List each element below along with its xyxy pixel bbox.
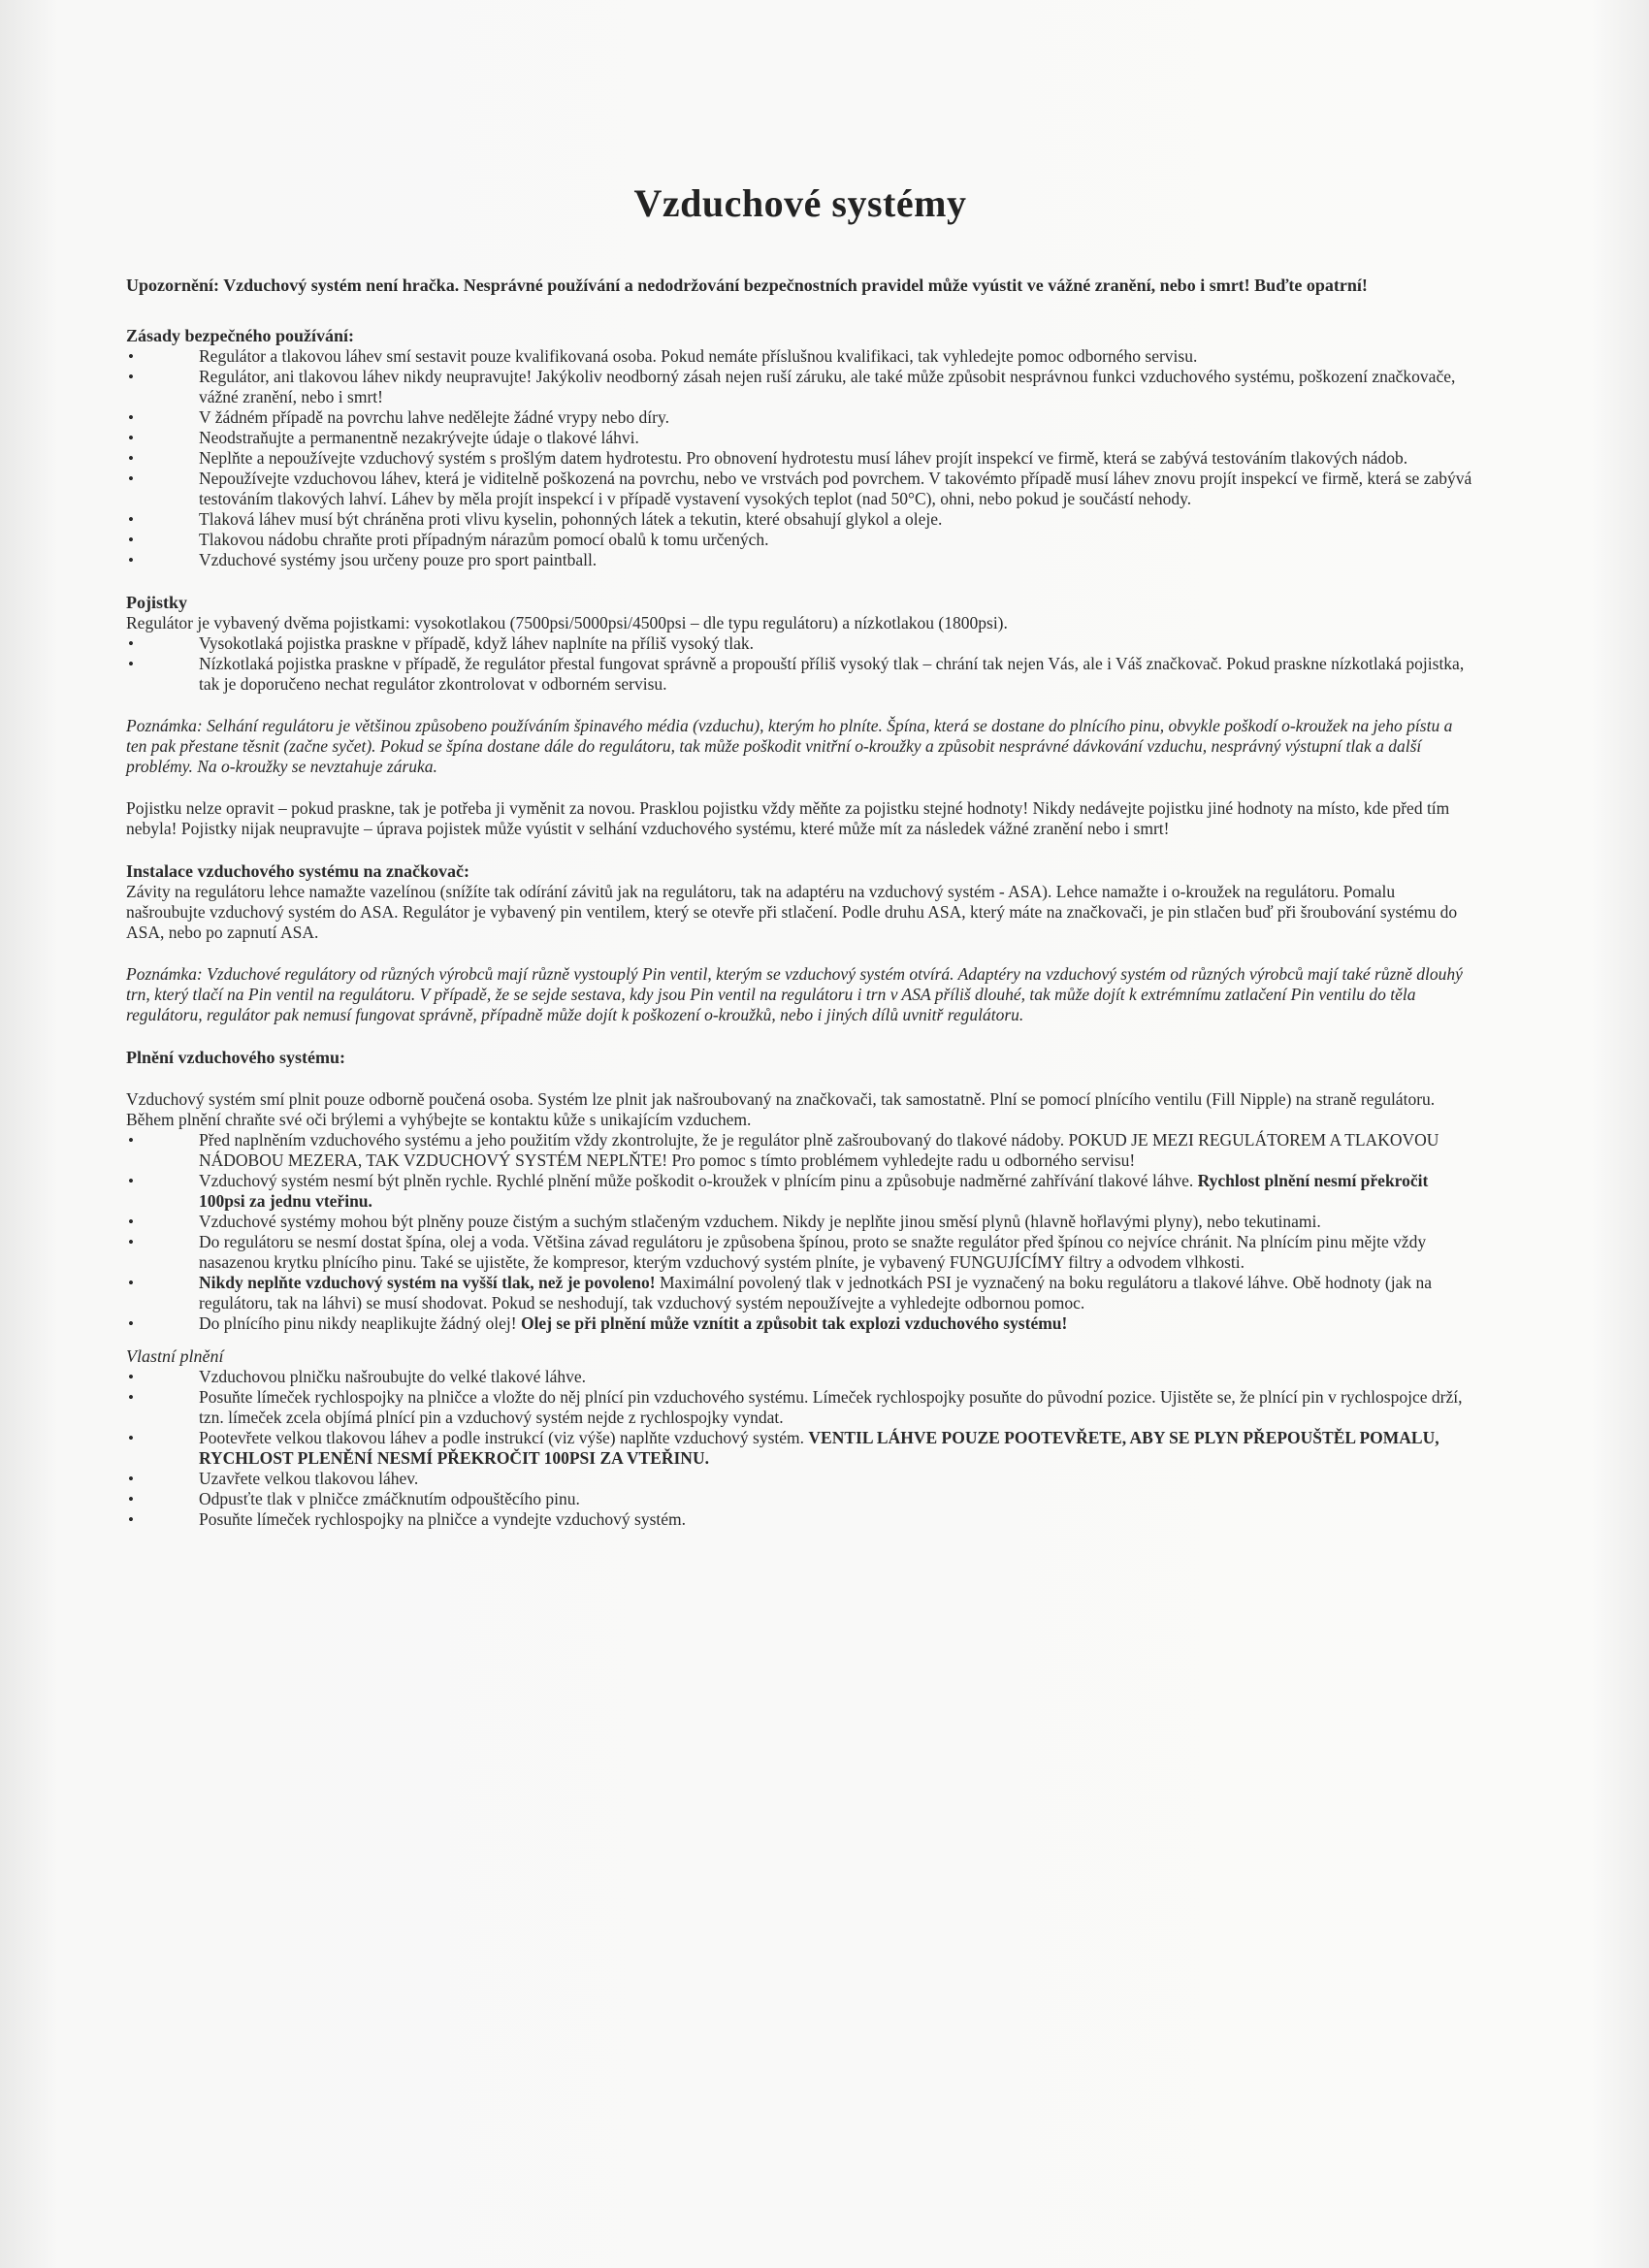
list-item-text: Pootevřete velkou tlakovou láhev a podle instrukcí (viz výše) naplňte vzduchový systém.	[199, 1428, 805, 1447]
filling-title: Plnění vzduchového systému:	[126, 1048, 346, 1067]
bullet-icon: •	[128, 510, 134, 529]
bullet-icon: •	[128, 470, 134, 488]
list-item-text: Do regulátoru se nesmí dostat špína, olej a voda. Většina závad regulátoru je způsobena špínou, proto se snažte regulátor před špínou co nejvíce chránit. Na plnícím pinu mějte vždy nasazenou krytku plnícího pinu. Také se ujistěte, že kompresor, kterým vzduchový systém plníte, je vybavený FUNGUJÍCÍMY filtry a odvodem vlhkosti.	[199, 1232, 1427, 1272]
list-item-bold: Rychlost plnění nesmí překročit 100psi za jednu vteřinu.	[199, 1171, 1429, 1211]
list-item	[126, 509, 1474, 530]
fuses-title: Pojistky	[126, 593, 187, 612]
list-item	[126, 1130, 1474, 1171]
safety-title: Zásady bezpečného používání:	[126, 326, 355, 345]
list-item-text: Do plnícího pinu nikdy neaplikujte žádný olej!	[199, 1313, 517, 1333]
list-item-text: V žádném případě na povrchu lahve nedělejte žádné vrypy nebo díry.	[199, 407, 669, 427]
list-item-text: Vzduchové systémy jsou určeny pouze pro sport paintball.	[199, 550, 598, 569]
list-item	[126, 428, 1474, 448]
list-item-bold: Olej se při plnění může vznítit a způsobit tak explozi vzduchového systému!	[520, 1313, 1068, 1333]
list-item-text: Vzduchovou plničku našroubujte do velké tlakové láhve.	[199, 1367, 586, 1386]
list-item-text: Vysokotlaká pojistka praskne v případě, když láhev naplníte na příliš vysoký tlak.	[199, 633, 755, 653]
list-item	[126, 469, 1474, 509]
list-item-text: Tlakovou nádobu chraňte proti případným nárazům pomocí obalů k tomu určených.	[199, 530, 769, 549]
list-item	[126, 654, 1474, 695]
bullet-icon: •	[128, 1510, 134, 1529]
install-text: Závity na regulátoru lehce namažte vazelínou (snížíte tak odírání závitů jak na regulátoru, tak na adaptéru na vzduchový systém - ASA). Lehce namažte i o-kroužek na regulátoru. Pomalu našroubujte vzduchový systém do ASA. Regulátor je vybavený pin ventilem, který se otevře při stlačení. Podle druhu ASA, který máte na značkovači, je pin stlačen buď při šroubování systému do ASA, nebo po zapnutí ASA.	[126, 882, 1458, 942]
list-item-text: Uzavřete velkou tlakovou láhev.	[199, 1469, 419, 1488]
list-item-text: Maximální povolený tlak v jednotkách PSI je vyznačený na boku regulátoru a tlakové láhve. Obě hodnoty (jak na regulátoru, tak na láhvi) se musí shodovat. Pokud se neshodují, tak vzduchový systém nepoužívejte a vyhledejte odbornou pomoc.	[199, 1273, 1432, 1312]
list-item	[126, 633, 1474, 654]
bullet-icon: •	[128, 1172, 134, 1190]
list-item	[126, 1387, 1474, 1428]
filling-intro: Vzduchový systém smí plnit pouze odborně poučená osoba. Systém lze plnit jak našroubovaný na značkovači, tak samostatně. Plní se pomocí plnícího ventilu (Fill Nipple) na straně regulátoru. Během plnění chraňte své oči brýlemi a vyhýbejte se kontaktu kůže s unikajícím vzduchem.	[126, 1089, 1436, 1129]
bullet-icon: •	[128, 1314, 134, 1333]
fuses-list	[126, 633, 1474, 695]
bullet-icon: •	[128, 551, 134, 569]
warning-paragraph	[126, 275, 1474, 296]
list-item	[126, 530, 1474, 550]
list-item	[126, 407, 1474, 428]
list-item-text: Regulátor, ani tlakovou láhev nikdy neupravujte! Jakýkoliv neodborný zásah nejen ruší záruku, ale také může způsobit nesprávnou funkci vzduchového systému, poškození značkovače, vážné zranění, nebo i smrt!	[199, 367, 1456, 406]
warning-text: Vzduchový systém není hračka. Nesprávné používání a nedodržování bezpečnostních pravidel může vyústit ve vážné zranění, nebo i smrt! Buďte opatrní!	[223, 275, 1368, 295]
bullet-icon: •	[128, 1470, 134, 1488]
bullet-icon: •	[128, 408, 134, 427]
list-item	[126, 1171, 1474, 1212]
install-title: Instalace vzduchového systému na značkovač:	[126, 861, 469, 881]
page-title: Vzduchové systémy	[633, 181, 967, 225]
list-item-text: Neplňte a nepoužívejte vzduchový systém s prošlým datem hydrotestu. Pro obnovení hydrotestu musí láhev projít inspekcí ve firmě, která se zabývá testováním tlakových nádob.	[199, 448, 1408, 468]
bullet-icon: •	[128, 1274, 134, 1292]
own-filling-list	[126, 1367, 1474, 1530]
list-item	[126, 1428, 1474, 1469]
list-item	[126, 346, 1474, 367]
bullet-icon: •	[128, 1233, 134, 1251]
bullet-icon: •	[128, 1490, 134, 1508]
list-item-text: Tlaková láhev musí být chráněna proti vlivu kyselin, pohonných látek a tekutin, které obsahují glykol a oleje.	[199, 509, 943, 529]
warning-label: Upozornění:	[126, 275, 219, 295]
list-item-text: Posuňte límeček rychlospojky na plničce a vložte do něj plnící pin vzduchového systému. Límeček rychlospojky posuňte do původní pozice. Ujistěte se, že plnící pin v rychlospojce drží, tzn. límeček zcela objímá plnící pin a vzduchový systém nejde z rychlospojky vyndat.	[199, 1387, 1463, 1427]
bullet-icon: •	[128, 531, 134, 549]
fuses-intro: Regulátor je vybavený dvěma pojistkami: vysokotlakou (7500psi/5000psi/4500psi – dle typu regulátoru) a nízkotlakou (1800psi).	[126, 613, 1008, 632]
bullet-icon: •	[128, 634, 134, 653]
fuses-repair: Pojistku nelze opravit – pokud praskne, tak je potřeba ji vyměnit za novou. Prasklou pojistku vždy měňte za pojistku stejné hodnoty! Nikdy nedávejte pojistku jiné hodnoty na místo, kde před tím nebyla! Pojistky nijak neupravujte – úprava pojistek může vyústit v selhání vzduchového systému, které může mít za následek vážné zranění nebo i smrt!	[126, 798, 1450, 838]
list-item	[126, 550, 1474, 570]
bullet-icon: •	[128, 1429, 134, 1447]
safety-list	[126, 346, 1474, 570]
list-item-text: Vzduchový systém nesmí být plněn rychle. Rychlé plnění může poškodit o-kroužek v plnícím pinu a způsobuje nadměrné zahřívání tlakové láhve.	[199, 1171, 1194, 1190]
list-item-text: Posuňte límeček rychlospojky na plničce a vyndejte vzduchový systém.	[199, 1509, 687, 1529]
fuses-note: Poznámka: Selhání regulátoru je většinou způsobeno používáním špinavého média (vzduchu), kterým ho plníte. Špína, která se dostane do plnícího pinu, obvykle poškodí o-kroužek na jeho pístu a ten pak přestane těsnit (začne syčet). Pokud se špína dostane dále do regulátoru, tak může poškodit vnitřní o-kroužky a způsobit nesprávné dávkování vzduchu, nesprávný výstupní tlak a další problémy. Na o-kroužky se nevztahuje záruka.	[126, 716, 1453, 776]
list-item-bold: Nikdy neplňte vzduchový systém na vyšší tlak, než je povoleno!	[199, 1273, 656, 1292]
list-item	[126, 1232, 1474, 1273]
list-item-text: Odpusťte tlak v plničce zmáčknutím odpouštěcího pinu.	[199, 1489, 580, 1508]
list-item	[126, 367, 1474, 407]
list-item-text: Před naplněním vzduchového systému a jeho použitím vždy zkontrolujte, že je regulátor plně zašroubovaný do tlakové nádoby. POKUD JE MEZI REGULÁTOREM A TLAKOVOU NÁDOBOU MEZERA, TAK VZDUCHOVÝ SYSTÉM NEPLŇTE! Pro pomoc s tímto problémem vyhledejte radu u odborného servisu!	[199, 1130, 1439, 1170]
bullet-icon: •	[128, 1213, 134, 1231]
bullet-icon: •	[128, 449, 134, 468]
filling-list	[126, 1130, 1474, 1334]
list-item	[126, 1367, 1474, 1387]
bullet-icon: •	[128, 429, 134, 447]
list-item-text: Nepoužívejte vzduchovou láhev, která je viditelně poškozená na povrchu, nebo ve vrstvách pod povrchem. V takovémto případě musí láhev znovu projít inspekcí ve firmě, která se zabývá testováním tlakových lahví. Láhev by měla projít inspekcí i v případě vystavení vysokých teplot (nad 50°C), ohni, nebo pokud je součástí nehody.	[199, 469, 1472, 508]
list-item	[126, 1509, 1474, 1530]
bullet-icon: •	[128, 347, 134, 366]
list-item-text: Vzduchové systémy mohou být plněny pouze čistým a suchým stlačeným vzduchem. Nikdy je neplňte jinou směsí plynů (hlavně hořlavými plyny), nebo tekutinami.	[199, 1212, 1321, 1231]
bullet-icon: •	[128, 1368, 134, 1386]
bullet-icon: •	[128, 368, 134, 386]
bullet-icon: •	[128, 655, 134, 673]
list-item	[126, 448, 1474, 469]
own-filling-title: Vlastní plnění	[126, 1346, 224, 1366]
list-item	[126, 1489, 1474, 1509]
list-item	[126, 1273, 1474, 1313]
bullet-icon: •	[128, 1388, 134, 1407]
list-item-bold: VENTIL LÁHVE POUZE POOTEVŘETE, ABY SE PLYN PŘEPOUŠTĚL POMALU, RYCHLOST PLENĚNÍ NESMÍ PŘEKROČIT 100PSI ZA VTEŘINU.	[199, 1428, 1439, 1468]
install-note: Poznámka: Vzduchové regulátory od různých výrobců mají různě vystouplý Pin ventil, kterým se vzduchový systém otvírá. Adaptéry na vzduchový systém od různých výrobců mají také různě dlouhý trn, který tlačí na Pin ventil na regulátoru. V případě, že se sejde sestava, kdy jsou Pin ventil na regulátoru i trn v ASA příliš dlouhé, tak může dojít k extrémnímu zatlačení Pin ventilu do těla regulátoru, regulátor pak nemusí fungovat správně, případně může dojít k poškození o-kroužků, nebo i jiných dílů uvnitř regulátoru.	[126, 964, 1463, 1024]
bullet-icon: •	[128, 1131, 134, 1150]
list-item	[126, 1313, 1474, 1334]
list-item	[126, 1469, 1474, 1489]
list-item-text: Neodstraňujte a permanentně nezakrývejte údaje o tlakové láhvi.	[199, 428, 639, 447]
list-item	[126, 1212, 1474, 1232]
list-item-text: Nízkotlaká pojistka praskne v případě, že regulátor přestal fungovat správně a propouští příliš vysoký tlak – chrání tak nejen Vás, ale i Váš značkovač. Pokud praskne nízkotlaká pojistka, tak je doporučeno nechat regulátor zkontrolovat v odborném servisu.	[199, 654, 1465, 694]
list-item-text: Regulátor a tlakovou láhev smí sestavit pouze kvalifikovaná osoba. Pokud nemáte příslušnou kvalifikaci, tak vyhledejte pomoc odborného servisu.	[199, 346, 1198, 366]
